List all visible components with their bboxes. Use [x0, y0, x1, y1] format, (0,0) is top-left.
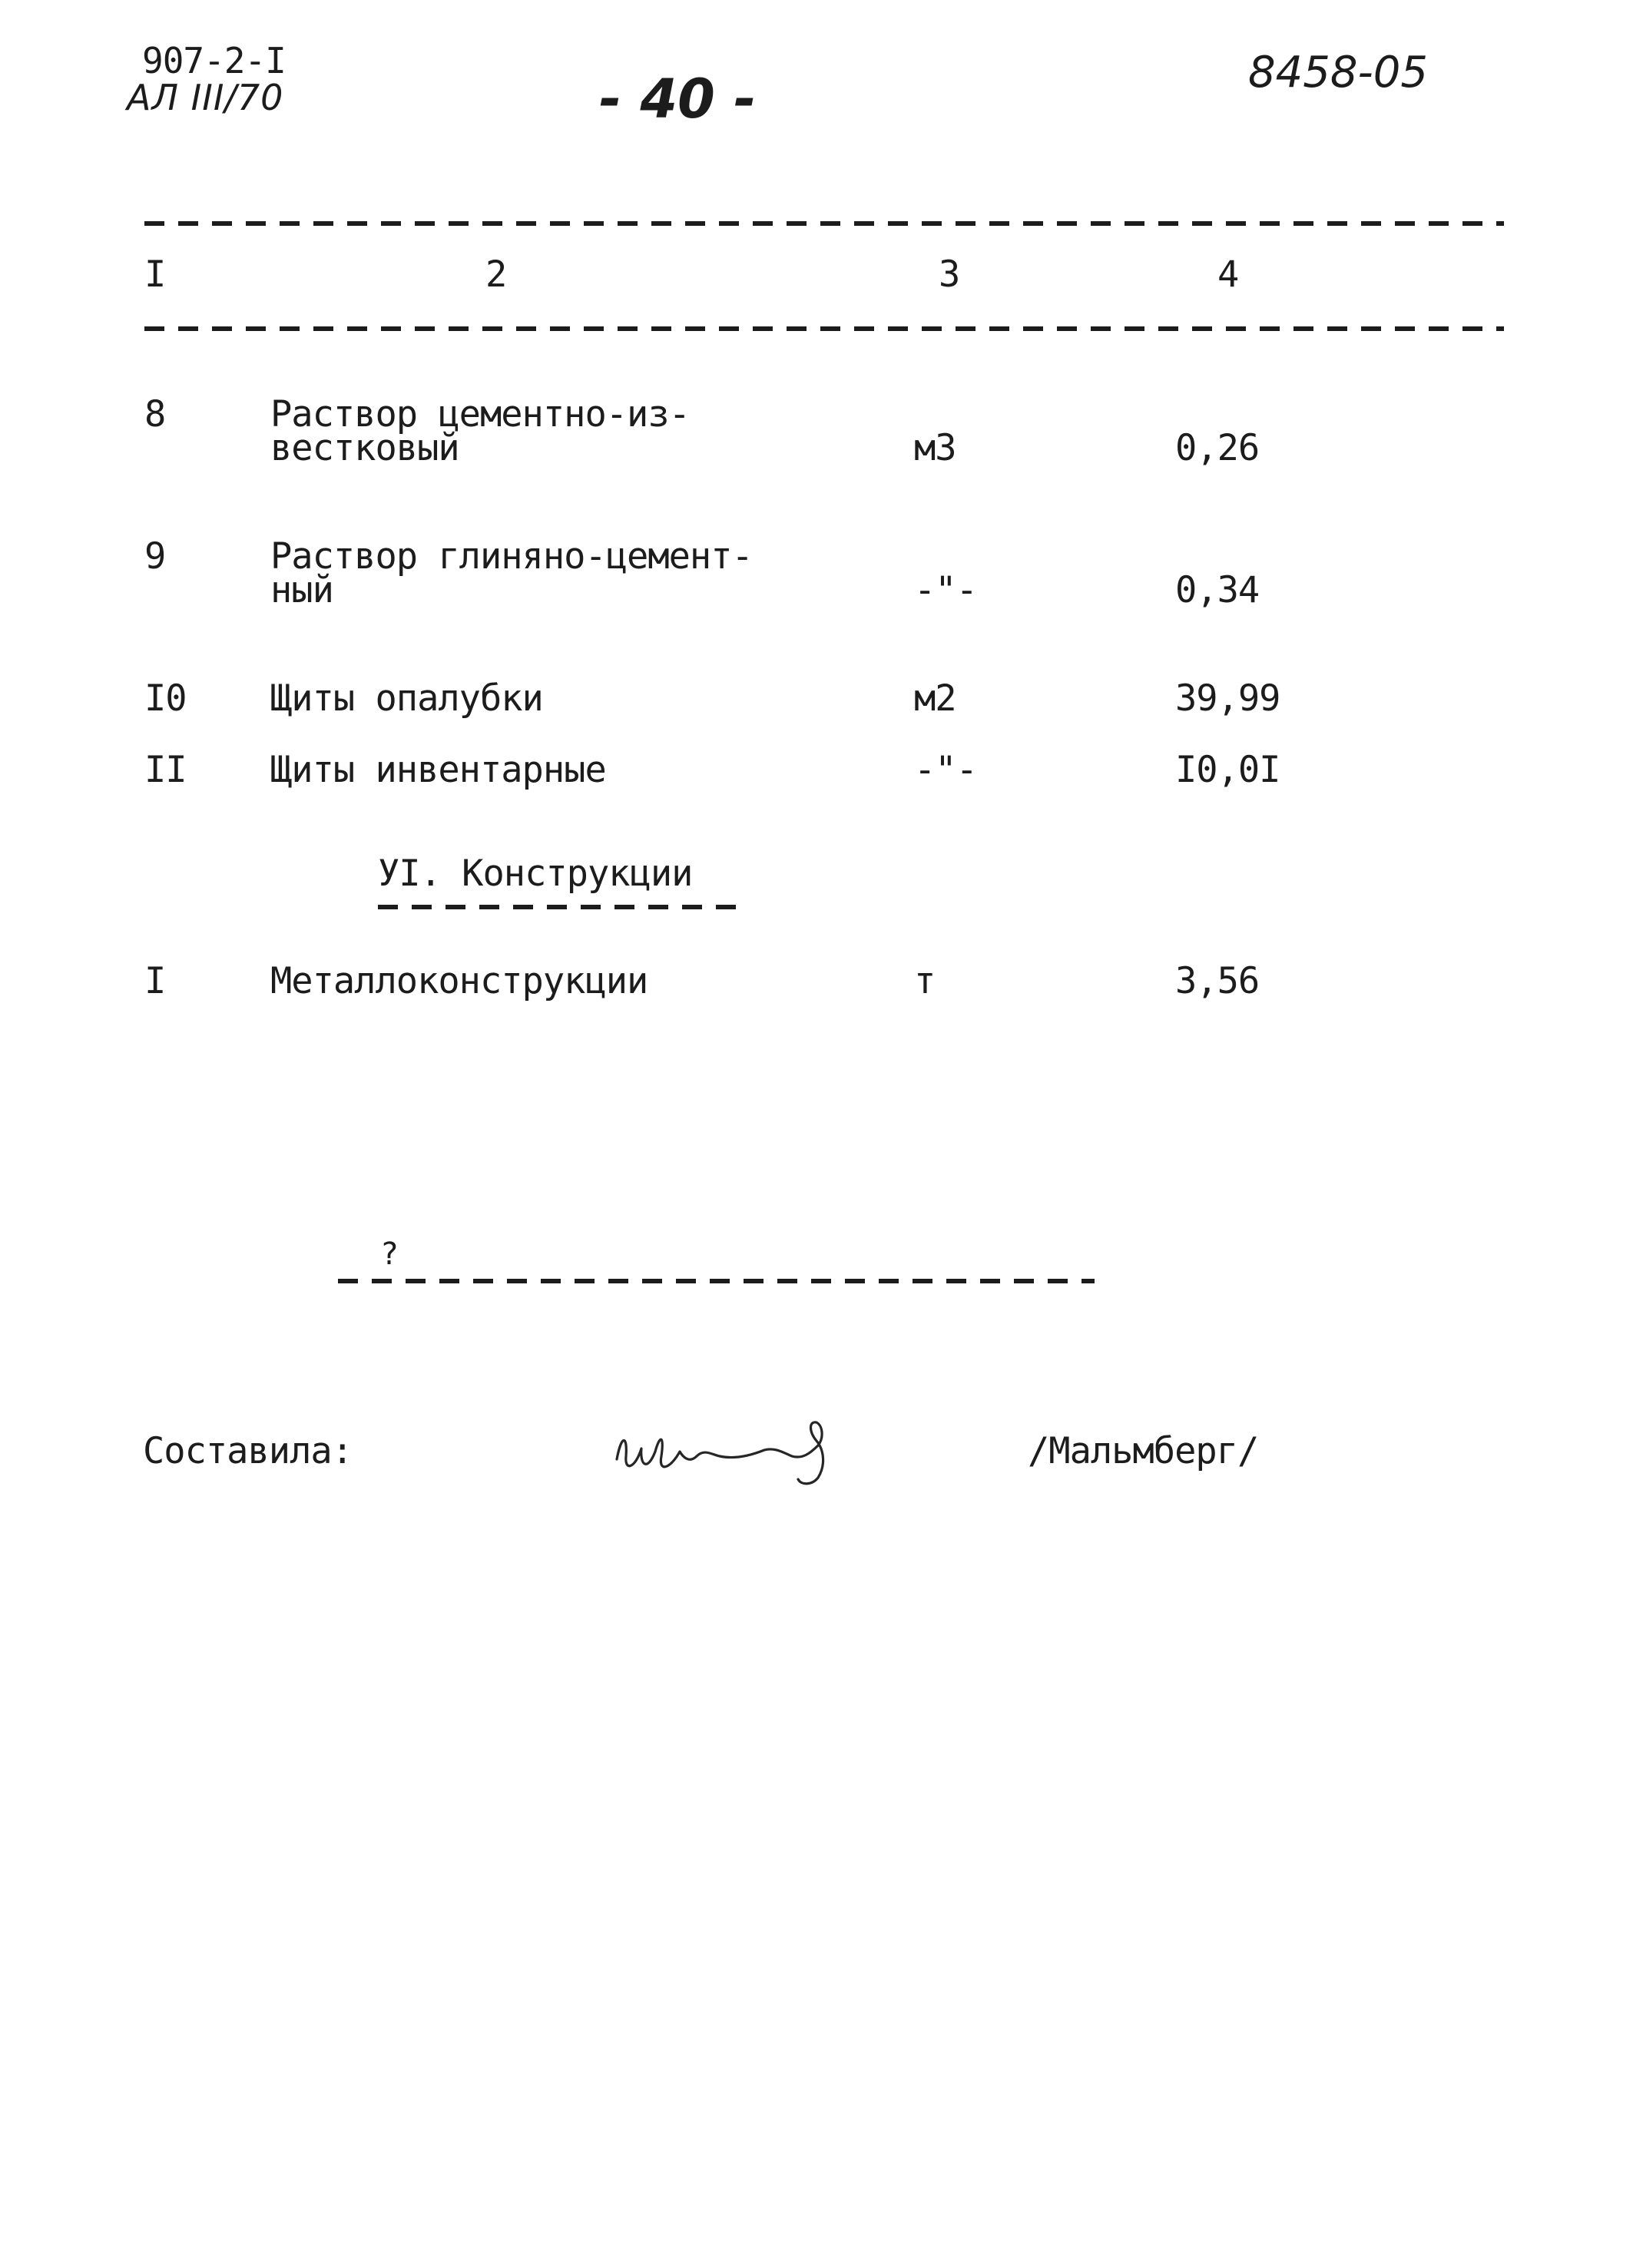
- column-header-4: 4: [1217, 253, 1239, 296]
- compiled-by-label: Составила:: [143, 1430, 353, 1472]
- column-header-3: 3: [939, 253, 960, 296]
- end-mark: ?: [380, 1237, 399, 1272]
- row-number: 9: [144, 535, 166, 578]
- row-unit: м3: [914, 427, 956, 469]
- row-number: I0: [144, 677, 187, 720]
- signature: [611, 1412, 864, 1488]
- column-header-2: 2: [485, 253, 507, 296]
- section-heading: УI. Конструкции: [378, 853, 693, 895]
- row-value: 0,34: [1175, 569, 1260, 611]
- row-name-line2: ный: [270, 569, 333, 611]
- row-name-line2: вестковый: [270, 427, 459, 469]
- album-reference: АЛ III/70: [127, 77, 284, 118]
- row-name: Щиты опалубки: [270, 677, 543, 720]
- page-number: - 40 -: [599, 68, 757, 131]
- compiler-name: /Мальмберг/: [1028, 1430, 1259, 1472]
- row-unit: т: [914, 960, 936, 1002]
- row-value: 3,56: [1175, 960, 1260, 1002]
- inventory-number: 8458-05: [1248, 48, 1428, 98]
- row-value: I0,0I: [1175, 749, 1280, 791]
- table-top-rule: [144, 221, 1504, 226]
- row-number: II: [144, 749, 187, 791]
- row-name: Металлоконструкции: [270, 960, 648, 1002]
- row-name-line1: Раствор цементно-из-: [270, 393, 690, 435]
- row-number: I: [144, 960, 166, 1002]
- row-unit: -"-: [914, 569, 977, 611]
- section-heading-underline: [378, 905, 745, 909]
- row-unit: м2: [914, 677, 956, 720]
- row-unit: -"-: [914, 749, 977, 791]
- row-value: 0,26: [1175, 427, 1260, 469]
- end-of-table-rule: [338, 1279, 1095, 1283]
- row-number: 8: [144, 393, 166, 435]
- column-header-1: I: [144, 253, 166, 296]
- document-code: 907-2-I: [142, 40, 286, 81]
- row-name: Щиты инвентарные: [270, 749, 606, 791]
- row-name-line1: Раствор глиняно-цемент-: [270, 535, 753, 578]
- row-value: 39,99: [1175, 677, 1280, 720]
- table-header-rule: [144, 326, 1504, 331]
